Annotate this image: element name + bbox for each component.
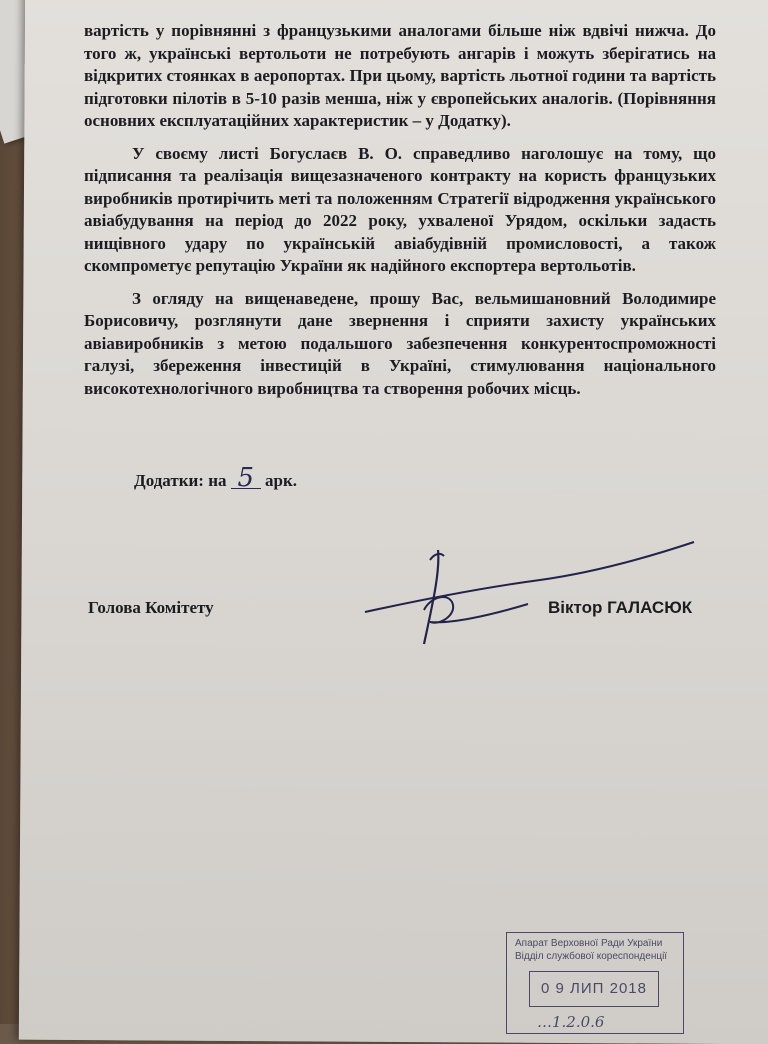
registration-stamp xyxy=(506,932,684,1034)
stamp-line-1: Апарат Верховної Ради України xyxy=(515,938,663,949)
paragraph-1: вартість у порівнянні з французькими аналогами більше ніж вдвічі нижча. До того ж, українські вертольоти не потребують ангарів і можуть зберігатись на відкритих стоянках в аеропортах. При цьому, вартість льотної години та вартість підготовки пілотів в 5-10 разів менша, ніж у європейських аналогів. (Порівняння основних експлуатаційних характеристик – у Додатку). xyxy=(84,21,716,130)
attachments-suffix: арк. xyxy=(265,471,298,490)
letter-body xyxy=(84,20,716,410)
attachments-label: Додатки: xyxy=(134,471,204,490)
signatory-name: Віктор ГАЛАСЮК xyxy=(548,598,693,617)
stamp-registration-number: …1.2.0.6 xyxy=(537,1013,605,1031)
stamp-line-2: Відділ службової кореспонденції xyxy=(515,951,668,962)
paragraph-2: У своєму листі Богуслаєв В. О. справедливо наголошує на тому, що підписання та реалізація вищезазначеного контракту на користь французьких виробників протирічить меті та положенням Стратегії відродження українського авіабудування на період до 2022 року, ухваленої Урядом, оскільки задасть нищівного удару по українській авіабудівній промисловості, а також скомпрометує репутацію України як надійного експортера вертольотів. xyxy=(84,143,716,275)
handwritten-signature xyxy=(360,540,700,650)
paragraph-3: З огляду на вищенаведене, прошу Вас, вельмишановний Володимире Борисовичу, розглянути дане звернення і сприяти захисту українських авіавиробників з метою подальшого забезпечення конкурентоспроможності галузі, збереження інвестицій в Україні, стимулювання національного високотехнологічного виробництва та створення робочих місць. xyxy=(84,288,716,398)
attachments-count-handwritten: 5 xyxy=(231,468,261,489)
attachments-prefix: на xyxy=(208,471,227,490)
attachments-line xyxy=(134,463,298,493)
stamp-date: 0 9 ЛИП 2018 xyxy=(529,971,659,1007)
signatory-role: Голова Комітету xyxy=(88,598,214,617)
